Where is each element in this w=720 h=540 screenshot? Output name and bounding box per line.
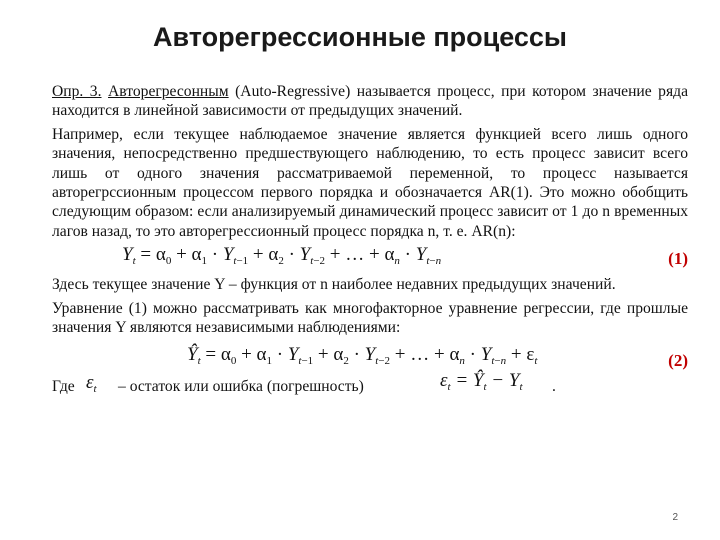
slide-title: Авторегрессионные процессы bbox=[153, 22, 567, 52]
equation-1-formula: $Y_t = \alpha_0 + \alpha_1 \cdot Y_{t-1} + \alpha_2 \cdot Y_{t-2}$ + … + $\alpha_n \cdot Y_{t-n}$ bbox=[122, 244, 442, 268]
residual-text: – остаток или ошибка (погрешность) bbox=[118, 378, 364, 396]
equation-2-number: (2) bbox=[668, 351, 688, 371]
definition-text: (Auto-Regressive) называется процесс, при котором значение ряда находится в линейной зависимости от предыдущих значений. bbox=[52, 83, 689, 120]
equation-1 bbox=[52, 243, 688, 273]
definition-paragraph bbox=[52, 82, 688, 121]
residual-formula: $\varepsilon_t$ = $Ŷ_t - Y_t$ bbox=[440, 370, 523, 394]
where-label: Где bbox=[52, 378, 75, 396]
regression-paragraph: Уравнение (1) можно рассматривать как многофакторное уравнение регрессии, где прошлые значения Y являются независимыми наблюдениями: bbox=[52, 299, 688, 337]
explanation-paragraph: Здесь текущее значение Y – функция от n наиболее недавних предыдущих значений. bbox=[52, 276, 616, 294]
epsilon-symbol: $\varepsilon_t$ bbox=[86, 372, 97, 396]
equation-1-number: (1) bbox=[668, 249, 688, 269]
definition-term: Авторегресонным bbox=[108, 83, 229, 100]
slide-body bbox=[52, 82, 688, 401]
equation-2 bbox=[52, 339, 688, 373]
example-paragraph: Например, если текущее наблюдаемое значение является функцией всего лишь одного значения, непосредственно предшествующего наблюдению, то есть процесс зависит всего лишь от одного значения рассматриваемой переменной, то процесс называется авторегрссионным процессом первого порядка и обозначается AR(1). Это можно обобщить следующим образом: если анализируемый динамический процесс зависит от 1 до n временных лагов назад, то это авторегрессионный процесс порядка n, т. е. AR(n): bbox=[52, 125, 688, 240]
residual-definition bbox=[52, 370, 688, 401]
equation-2-formula: $Ŷ_t = \alpha_0 + \alpha_1 \cdot Y_{t-1} + \alpha_2 \cdot Y_{t-2}$ + … + $\alpha_n \cdot Y_{t-n} + \varepsilon_t$ bbox=[187, 344, 538, 368]
definition-label: Опр. 3. bbox=[52, 83, 102, 100]
page-number: 2 bbox=[672, 512, 678, 523]
residual-end: . bbox=[552, 378, 556, 396]
